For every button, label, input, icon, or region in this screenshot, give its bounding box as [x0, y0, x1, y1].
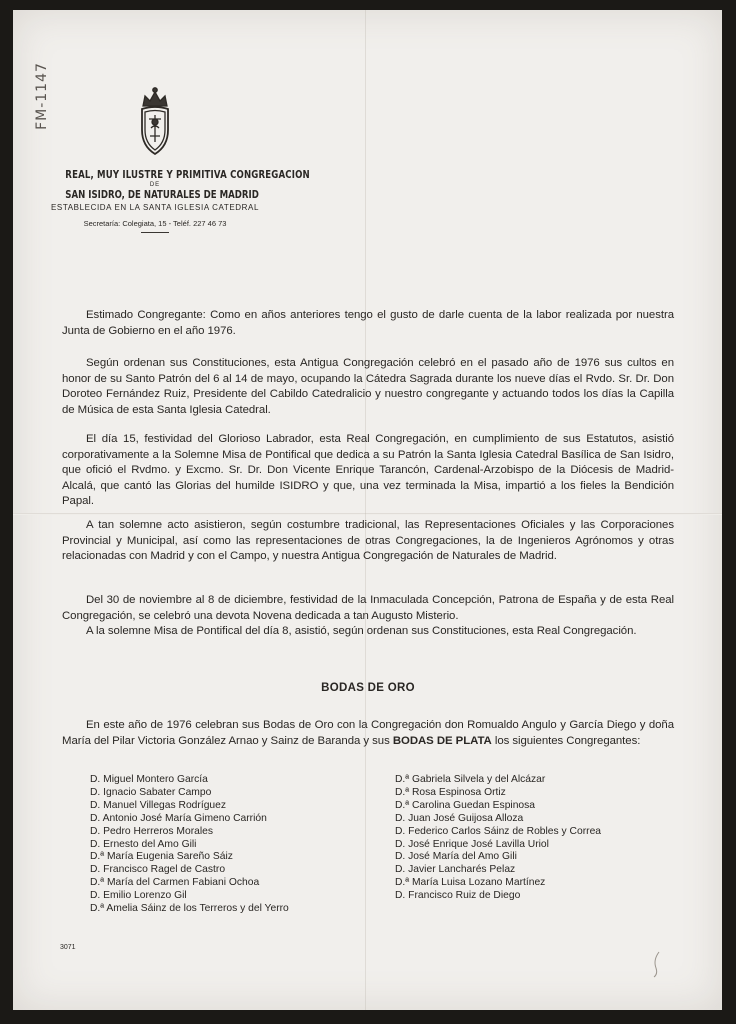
list-item: D. Javier Lancharés Pelaz: [395, 864, 516, 876]
list-item: D. Antonio José María Gimeno Carrión: [90, 812, 267, 824]
letterhead-line3: ESTABLECIDA EN LA SANTA IGLESIA CATEDRAL: [50, 203, 260, 212]
letterhead-line1: REAL, MUY ILUSTRE Y PRIMITIVA CONGREGACION: [65, 168, 310, 181]
paragraph-text: Estimado Congregante: Como en años anteriores tengo el gusto de darle cuenta de la labor realizada por nuestra Junta de Gobierno en el año 1976.: [62, 309, 674, 337]
list-item: D. Ignacio Sabater Campo: [90, 786, 212, 798]
list-item: D.ª Carolina Guedan Espinosa: [395, 799, 536, 811]
section-title: BODAS DE ORO: [321, 682, 415, 694]
list-item: D.ª Amelia Sáinz de los Terreros y del Yerro: [90, 903, 289, 915]
paragraph-text: Según ordenan sus Constituciones, esta Antigua Congregación celebró en el pasado año de 1976 sus cultos en honor de su Santo Patrón del 6 al 14 de mayo, ocupando la Cátedra Sagrada durante los nueve días el Rvdo. Sr. Dr. Don Doroteo Fernández Ruiz, Presidente del Cabildo Catedralicio y nuestro congregante y actuando todos los días la Capilla de Música de esta Santa Iglesia Catedral.: [62, 357, 674, 416]
list-item: D.ª María del Carmen Fabiani Ochoa: [90, 877, 260, 889]
list-item: D. Pedro Herreros Morales: [90, 825, 214, 837]
paragraph-text: Del 30 de noviembre al 8 de diciembre, festividad de la Inmaculada Concepción, Patrona de España y de esta Real Congregación, se celebró una devota Novena dedicada a tan Augusto Misterio.: [62, 594, 674, 622]
print-code: 3071: [60, 944, 76, 951]
list-item: D. Ernesto del Amo Gili: [90, 838, 197, 850]
bodas-plata-label: BODAS DE PLATA: [392, 734, 492, 747]
paragraph: [62, 593, 674, 624]
list-item: D. Emilio Lorenzo Gil: [90, 890, 187, 902]
list-item: D. Federico Carlos Sáinz de Robles y Correa: [395, 825, 602, 837]
paragraph: [62, 432, 674, 510]
paragraph-text: A la solemne Misa de Pontifical del día 8, asistió, según ordenan sus Constituciones, esta Real Congregación.: [86, 625, 637, 637]
list-item: D. José Enrique José Lavilla Uriol: [395, 838, 549, 850]
bodas-text-after: los siguientes Congregantes:: [491, 734, 641, 747]
archive-mark: FM-1147: [34, 62, 50, 130]
paragraph-text: A tan solemne acto asistieron, según costumbre tradicional, las Representaciones Oficiales y las Corporaciones Provincial y Municipal, así como las representaciones de otras Congregaciones, la de Ingenieros Agrónomos y otras relacionadas con Madrid y con el Campo, y nuestra Antigua Congregación de Naturales de Madrid.: [62, 519, 674, 563]
list-item: D. Miguel Montero García: [90, 774, 208, 785]
list-item: D.ª María Eugenia Sareño Sáiz: [90, 851, 233, 863]
names-list-right: [395, 774, 601, 903]
paragraph-text: El día 15, festividad del Glorioso Labrador, esta Real Congregación, en cumplimiento de sus Estatutos, asistió corporativamente a la Solemne Misa de Pontifical que dedica a su Patrón la Santa Iglesia Catedral Basílica de San Isidro, que ofició el Rvdmo. y Excmo. Sr. Dr. Don Vicente Enrique Tarancón, Cardenal-Arzobispo de la Diócesis de Madrid-Alcalá, que cantó las Glorias del humilde ISIDRO y que, una vez terminada la Misa, impartió a los fieles la Bendición Papal.: [62, 433, 674, 508]
paragraph: [62, 356, 674, 418]
letterhead-de: DE: [149, 182, 161, 188]
bodas-text: [62, 718, 674, 749]
list-item: D. Francisco Ruiz de Diego: [395, 890, 521, 902]
crest-icon: [135, 84, 175, 162]
paper-fold-vertical: [365, 10, 366, 1010]
list-item: D.ª Gabriela Silvela y del Alcázar: [395, 774, 546, 785]
pencil-mark-icon: [650, 950, 664, 978]
list-item: D.ª Rosa Espinosa Ortiz: [395, 786, 506, 798]
letterhead-line2: SAN ISIDRO, DE NATURALES DE MADRID: [65, 188, 259, 201]
list-item: D.ª María Luisa Lozano Martínez: [395, 877, 546, 889]
letterhead-address: Secretaría: Colegiata, 15 - Teléf. 227 46 73: [83, 219, 227, 228]
names-list-left: [90, 774, 289, 916]
bodas-text-before: En este año de 1976 celebran sus Bodas de Oro con la Congregación don Romualdo Angulo y García Diego y doña María del Pilar Victoria González Arnao y Sainz de Baranda y sus: [62, 719, 674, 747]
paragraph: [62, 308, 674, 339]
letterhead-rule: [141, 232, 169, 233]
bodas-paragraph: [62, 718, 674, 749]
paragraph: [62, 624, 674, 640]
list-item: D. Francisco Ragel de Castro: [90, 864, 226, 876]
letterhead: [40, 168, 310, 233]
list-item: D. José María del Amo Gili: [395, 851, 517, 863]
list-item: D. Manuel Villegas Rodríguez: [90, 799, 227, 811]
paragraph: [62, 518, 674, 565]
paper-fold: [13, 513, 722, 515]
list-item: D. Juan José Guijosa Alloza: [395, 812, 524, 824]
